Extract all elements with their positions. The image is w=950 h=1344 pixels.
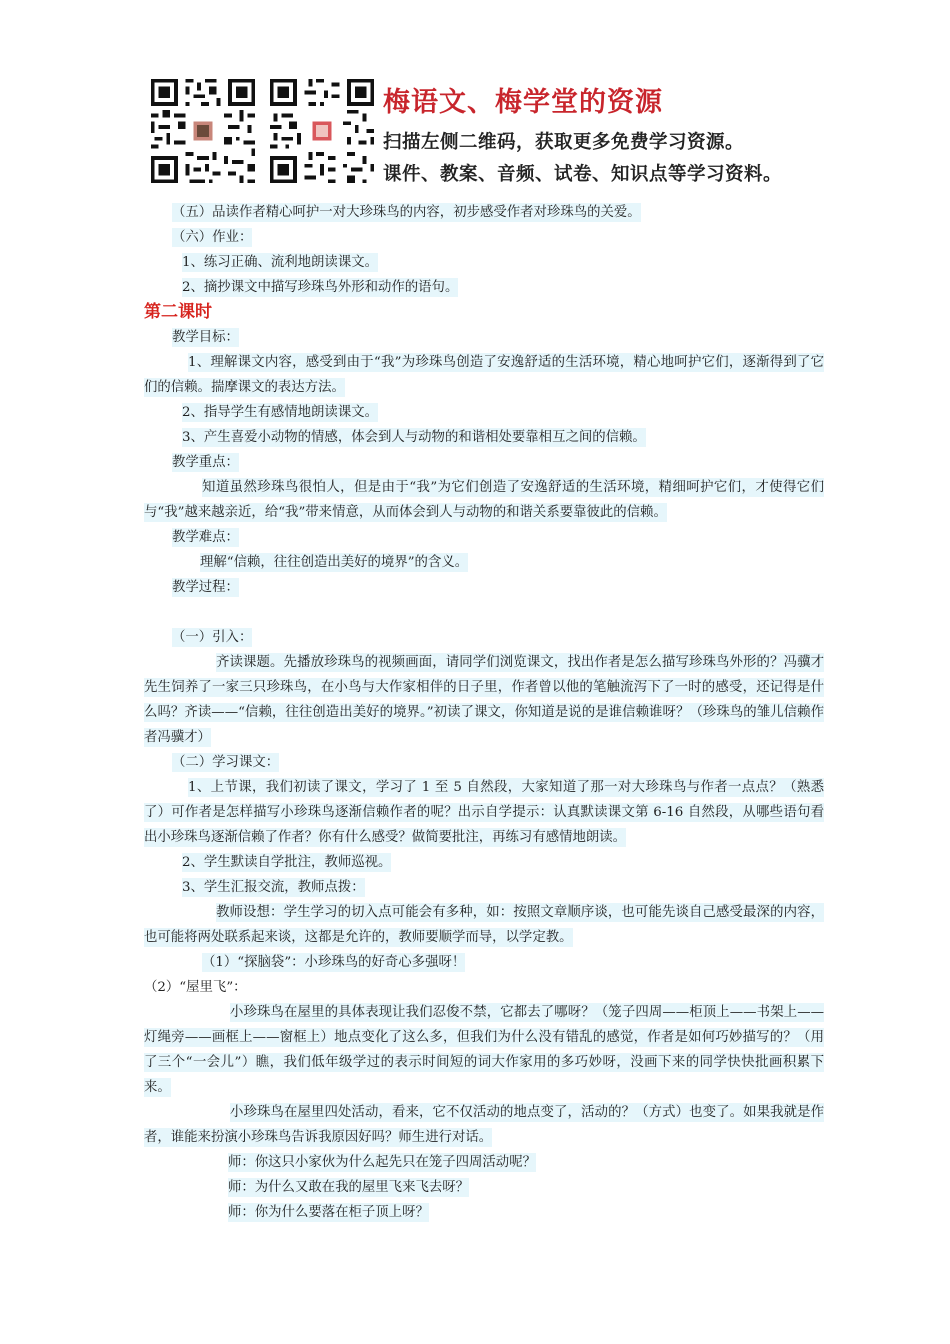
qr-code-left [147,74,259,188]
intro-text: 齐读课题。先播放珍珠鸟的视频画面，请同学们浏览课文，找出作者是怎么描写珍珠鸟外形的？冯骥才先生饲养了一家三只珍珠鸟，在小鸟与大作家相伴的日子里，作者曾以他的笔触流泻下了一时的感受，还记得是什么吗？齐读——“信赖，往往创造出美好的境界。”初读了课文，你知道是说的是谁信赖谁呀？（珍珠鸟的雏儿信赖作者冯骥才） [144,655,824,745]
sub-item-2-text-2: 小珍珠鸟在屋里四处活动，看来，它不仅活动的地点变了，活动的？（方式）也变了。如果我就是作者，谁能来扮演小珍珠鸟告诉我原因好吗？师生进行对话。 [144,1105,824,1145]
document-body [144,200,824,1225]
paragraph-item5: （五）品读作者精心呵护一对大珍珠鸟的内容，初步感受作者对珍珠鸟的关爱。 [172,205,641,220]
question-3: 师：你为什么要落在柜子顶上呀？ [228,1205,429,1220]
header-banner [147,74,823,188]
difficulty-label: 教学难点： [172,530,239,545]
sub-item-2-text: 小珍珠鸟在屋里的具体表现让我们忍俊不禁，它都去了哪呀？（笼子四周——柜顶上——书架上——灯绳旁——画框上——窗框上）地点变化了这么多，但我们为什么没有错乱的感觉，作者是如何巧妙描写的？（用了三个“一会儿”）瞧，我们低年级学过的表示时间短的词大作家用的多巧妙呀，没画下来的同学快快批画积累下来。 [144,1005,824,1095]
qr-code-icon [266,74,378,188]
qr-code-right [266,74,378,188]
study-3: 3、学生汇报交流，教师点拨： [182,880,365,895]
goals-label: 教学目标： [172,330,239,345]
homework-2: 2、摘抄课文中描写珍珠鸟外形和动作的语句。 [182,280,459,295]
blank-line [144,600,824,625]
banner-subtitle-2: 课件、教案、音频、试卷、知识点等学习资料。 [383,164,783,185]
process-label: 教学过程： [172,580,239,595]
goal-1: 1、理解课文内容，感受到由于“我”为珍珠鸟创造了安逸舒适的生活环境，精心地呵护它们，逐渐得到了它们的信赖。揣摩课文的表达方法。 [144,355,824,395]
goal-2: 2、指导学生有感情地朗读课文。 [182,405,378,420]
study-label: （二）学习课文： [172,755,280,770]
sub-item-1: （1）“探脑袋”：小珍珠鸟的好奇心多强呀！ [202,955,466,970]
goal-3: 3、产生喜爱小动物的情感，体会到人与动物的和谐相处要靠相互之间的信赖。 [182,430,646,445]
key-label: 教学重点： [172,455,239,470]
question-1: 师：你这只小家伙为什么起先只在笼子四周活动呢？ [228,1155,536,1170]
homework-1: 1、练习正确、流利地朗读课文。 [182,255,378,270]
section-heading: 第二课时 [144,302,212,322]
difficulty-text: 理解“信赖，往往创造出美好的境界”的含义。 [200,555,469,570]
intro-label: （一）引入： [172,630,253,645]
banner-subtitle-1: 扫描左侧二维码，获取更多免费学习资源。 [383,132,745,153]
key-text: 知道虽然珍珠鸟很怕人，但是由于“我”为它们创造了安逸舒适的生活环境，精细呵护它们，才使得它们与“我”越来越亲近，给“我”带来情意，从而体会到人与动物的和谐关系要靠彼此的信赖。 [144,480,824,520]
question-2: 师：为什么又敢在我的屋里飞来飞去呀？ [228,1180,470,1195]
banner-title: 梅语文、梅学堂的资源 [383,87,663,118]
sub-item-2: （2）“屋里飞”： [144,980,247,995]
study-2: 2、学生默读自学批注，教师巡视。 [182,855,392,870]
paragraph-item6: （六）作业： [172,230,253,245]
study-1: 1、上节课，我们初读了课文，学习了 1 至 5 自然段，大家知道了那一对大珍珠鸟与作者一点点？（熟悉了）可作者是怎样描写小珍珠鸟逐渐信赖作者的呢？出示自学提示：认真默读课文第 6-16 自然段，从哪些语句看出小珍珠鸟逐渐信赖了作者？你有什么感受？做简要批注，再练习有感情地朗读。 [144,780,824,845]
teacher-plan: 教师设想：学生学习的切入点可能会有多种，如：按照文章顺序谈，也可能先谈自己感受最深的内容，也可能将两处联系起来谈，这都是允许的，教师要顺学而导，以学定教。 [144,905,824,945]
qr-code-icon [147,74,259,188]
